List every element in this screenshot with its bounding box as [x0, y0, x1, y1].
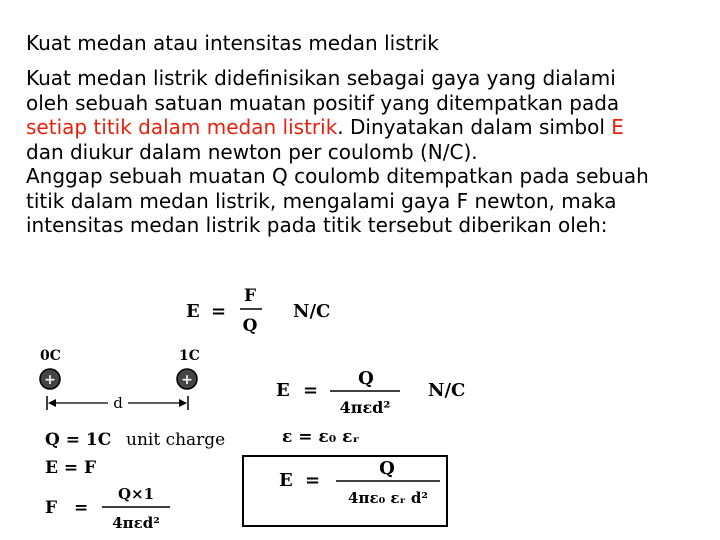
body-line-5: Anggap sebuah muatan Q coulomb ditempatkan pada sebuah: [26, 164, 649, 188]
body-line-3-text: . Dinyatakan dalam simbol: [337, 115, 612, 139]
body-line-2: oleh sebuah satuan muatan positif yang ditempatkan pada: [26, 90, 620, 115]
derivation-block: [45, 430, 225, 532]
force-denominator: 4πεd²: [112, 514, 160, 532]
formula1-equals: =: [211, 301, 227, 322]
formula4-numerator: Q: [379, 458, 395, 479]
formula2-denominator: 4πεd²: [339, 398, 391, 417]
body-line-4: dan diukur dalam newton per coulomb (N/C).: [26, 139, 478, 164]
formula-e-equals-f-over-q: [186, 286, 330, 336]
distance-arrow-right: [179, 399, 187, 407]
force-equals: =: [74, 498, 89, 518]
formula4-denominator: 4πε₀ εᵣ d²: [348, 489, 428, 507]
formula1-unit: N/C: [293, 301, 331, 322]
formula-boxed-field: [243, 456, 447, 526]
body-line-6: titik dalam medan listrik, mengalami gaya F newton, maka: [26, 188, 617, 213]
formula4-equals: =: [305, 470, 321, 491]
formula1-lhs: E: [186, 301, 200, 322]
formula-coulomb-field: [276, 368, 465, 417]
unit-charge-label: unit charge: [126, 430, 226, 450]
force-lhs: F: [45, 498, 58, 518]
formula-permittivity: [282, 427, 359, 447]
formula4-lhs: E: [279, 470, 293, 491]
charge-right-label: 1C: [179, 348, 200, 364]
formula1-denominator: Q: [242, 316, 258, 336]
field-equals-force: E = F: [45, 458, 97, 478]
force-numerator: Q×1: [117, 485, 155, 503]
symbol-e: E: [611, 115, 624, 139]
formula2-numerator: Q: [358, 368, 374, 389]
distance-arrow-left: [48, 399, 56, 407]
formula3-text: ε = ε₀ εᵣ: [282, 427, 360, 447]
charge-right-sign: +: [181, 372, 193, 388]
formula1-numerator: F: [243, 286, 257, 306]
highlight-phrase: setiap titik dalam medan listrik: [26, 115, 338, 139]
unit-charge-equation: Q = 1C: [45, 430, 112, 450]
slide-title: Kuat medan atau intensitas medan listrik: [26, 31, 439, 55]
formula2-unit: N/C: [428, 380, 466, 401]
charge-left-label: 0C: [40, 348, 61, 364]
point-charges-diagram: [40, 348, 200, 412]
body-line-7: intensitas medan listrik pada titik tersebut diberikan oleh:: [26, 213, 608, 237]
formula2-equals: =: [303, 380, 319, 401]
charge-left-sign: +: [44, 372, 56, 388]
body-line-1: Kuat medan listrik didefinisikan sebagai gaya yang dialami: [26, 66, 616, 90]
distance-label: d: [113, 394, 123, 412]
formula2-lhs: E: [276, 380, 290, 401]
